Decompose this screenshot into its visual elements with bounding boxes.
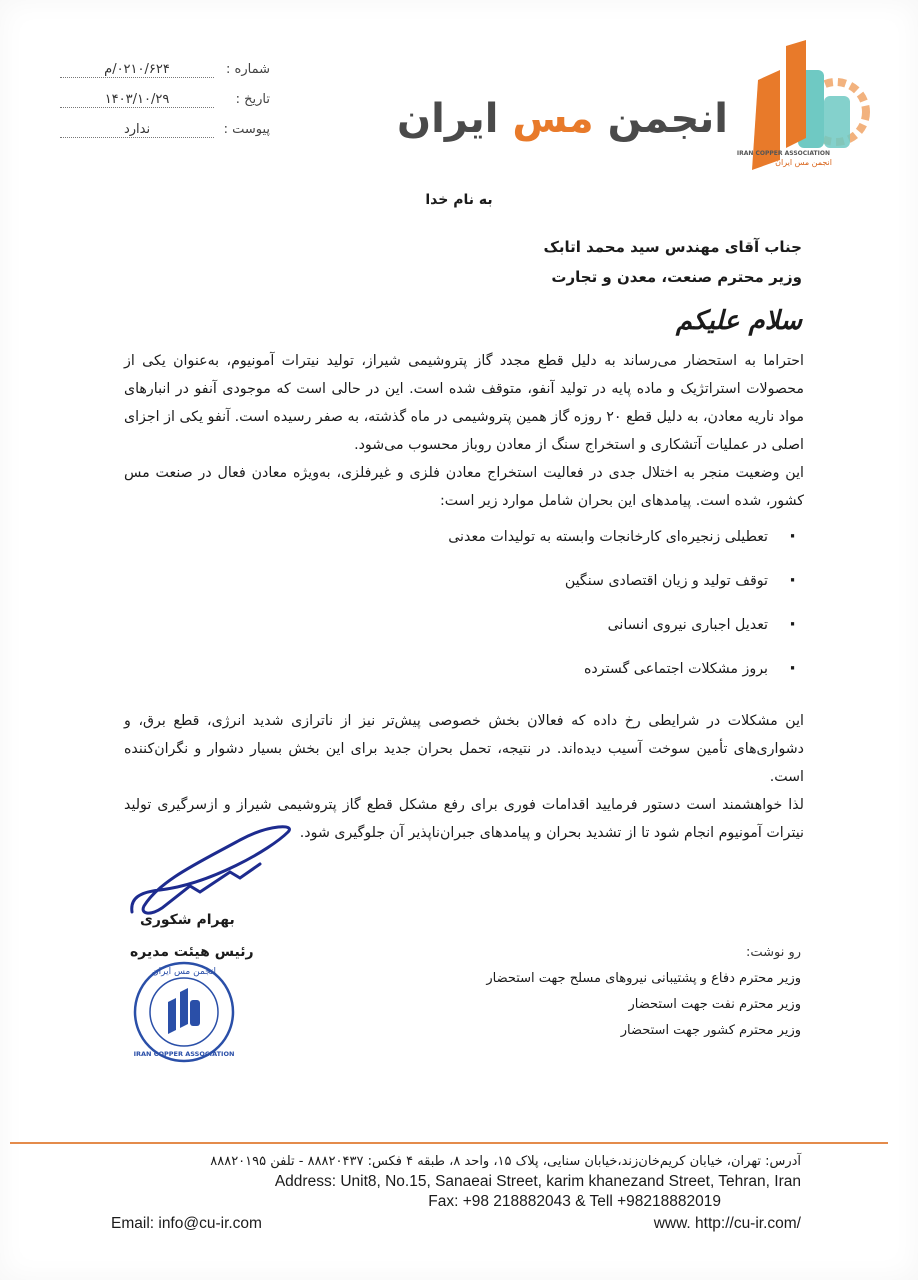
date-label: تاریخ : <box>235 92 270 107</box>
contact-row <box>41 1215 801 1233</box>
paragraph-1: احتراما به استحضار می‌رساند به دلیل قطع مجدد گاز پتروشیمی شیراز، تولید نیترات آمونیوم، به‌عنوان یکی از محصولات استراتژیک و ماده پایه در تولید آنفو، متوقف شده است. این در حالی است که موجودی آنفو در انبارهای مواد ناریه معادن، به دلیل قطع ۲۰ روزه گاز همین پتروشیمی در ماه گذشته، به صفر رسیده است. آنفو یکی از اجزای اصلی در عملیات آتشکاری و استخراج سنگ از معادن روباز محسوب می‌شود. <box>124 353 804 453</box>
paragraph-4: لذا خواهشمند است دستور فرمایید اقدامات فوری برای رفع مشکل قطع گاز پتروشیمی شیراز و ازسرگیری تولید نیترات آمونیوم انجام شود تا از تشدید بحران و پیامدهای جبران‌ناپذیر آن جلوگیری شود. <box>124 797 804 841</box>
number-row <box>60 62 270 92</box>
attachment-value: ندارد <box>60 122 214 138</box>
paragraph-2: این وضعیت منجر به اختلال جدی در فعالیت استخراج معادن فلزی و غیرفلزی، به‌ویژه معادن فعال در صنعت مس کشور، شده است. پیامدهای این بحران شامل موارد زیر است: <box>124 465 804 509</box>
number-value: ۰۲۱۰/۶۲۴/م <box>60 62 214 78</box>
logo-wordmark: انجمن مس ایران <box>397 96 728 142</box>
svg-text:انجمن مس ایران: انجمن مس ایران <box>152 967 216 977</box>
list-item: · بروز مشکلات اجتماعی گسترده <box>124 655 804 699</box>
association-seal-icon <box>132 960 236 1064</box>
addressee-name: جناب آقای مهندس سید محمد اتابک <box>543 238 802 256</box>
paragraph-3: این مشکلات در شرایطی رخ داده که فعالان بخش خصوصی پیش‌تر نیز از ناترازی شدید انرژی، قطع برق، و دشواری‌های تأمین سوخت آسیب دیده‌اند. در نتیجه، تحمل بحران جدید برای این بخش بسیار دشوار و نگران‌کننده است. <box>124 713 804 785</box>
signer-name: بهرام شکوری <box>140 912 235 928</box>
list-item: وزیر محترم دفاع و پشتیبانی نیروهای مسلح جهت استحضار <box>486 971 801 986</box>
attachment-label: پیوست : <box>223 122 270 137</box>
email-link[interactable]: Email: info@cu-ir.com <box>111 1215 262 1232</box>
address-en: Address: Unit8, No.15, Sanaeai Street, karim khanezand Street, Tehran, Iran <box>274 1173 801 1190</box>
cc-label: رو نوشت: <box>745 945 801 960</box>
list-item: · تعطیلی زنجیره‌ای کارخانجات وابسته به تولیدات معدنی <box>124 523 804 567</box>
list-item: وزیر محترم نفت جهت استحضار <box>628 997 801 1012</box>
association-logo <box>397 40 878 180</box>
letter-body <box>124 347 804 847</box>
footer <box>41 1154 801 1233</box>
salutation: سلام علیکم <box>675 306 802 336</box>
website-link[interactable]: www. http://cu-ir.com/ <box>653 1215 801 1232</box>
list-item: · تعدیل اجباری نیروی انسانی <box>124 611 804 655</box>
date-value: ۱۴۰۳/۱۰/۲۹ <box>60 92 214 108</box>
signer-title: رئیس هیئت مدیره <box>130 944 254 960</box>
list-item: وزیر محترم کشور جهت استحضار <box>620 1023 801 1038</box>
svg-text:IRAN COPPER ASSOCIATION: IRAN COPPER ASSOCIATION <box>133 1050 235 1058</box>
logo-fa-caption: انجمن مس ایران <box>775 158 832 167</box>
basmala: به نام خدا <box>425 192 493 208</box>
addressee <box>102 232 802 292</box>
list-item: · توقف تولید و زیان اقتصادی سنگین <box>124 567 804 611</box>
attachment-row <box>60 122 270 152</box>
letter-meta <box>60 62 270 152</box>
addressee-title: وزیر محترم صنعت، معدن و تجارت <box>551 268 802 286</box>
carbon-copy-list <box>441 940 801 1044</box>
fax-tel: Fax: +98 218882043 & Tell +98218882019 <box>428 1193 721 1210</box>
footer-divider <box>10 1142 888 1144</box>
address-fa: آدرس: تهران، خیابان کریم‌خان‌زند،خیابان سنایی، پلاک ۱۵، واحد ۸، طبقه ۴ فکس: ۸۸۸۲۰۴۳۷ - تلفن ۸۸۸۲۰۱۹۵ <box>210 1154 801 1169</box>
logo-en-caption: IRAN COPPER ASSOCIATION <box>736 150 830 157</box>
number-label: شماره : <box>226 62 270 77</box>
consequences-list <box>124 523 804 699</box>
date-row <box>60 92 270 122</box>
